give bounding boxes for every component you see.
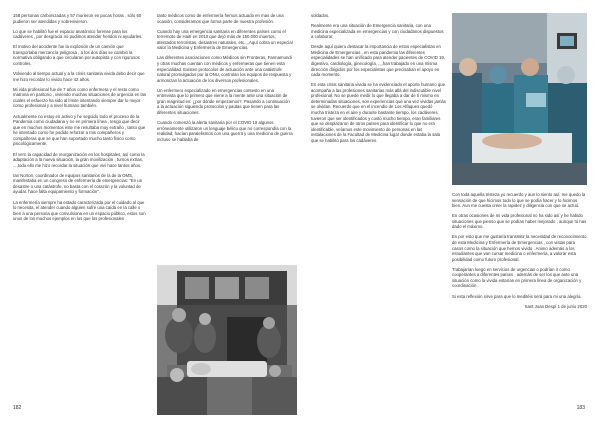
- photo-bus-stretcher: [157, 265, 297, 415]
- signature-line: Sant Joan Despí 1 de junio 2020: [524, 303, 587, 309]
- paragraph: soldados.: [311, 13, 330, 18]
- bus-photo-illustration: [157, 265, 297, 415]
- paragraph: tanto médicos como de enfermería hemos actuado en mas de una ocasión, consideramos que forma parte de nuestra profesión.: [157, 13, 284, 24]
- paragraph: Desde aquí quiero destacar la importancia de estos especialistas en Medicina de Emergencias , en esta pandemia las diferentes especialidades se han unificado para atender pacientes de COVID 19, digestivo, cardiología, ginecología, ,,,,han trabajado en una misma dirección dirigidos por los especialistas que precisaban el apoyo en cada momento.: [311, 44, 446, 78]
- paragraph: En otras ocasiones de mi vida profesional no ha sido así y he habido situaciones que pienso que se podían haber mejorado , aunque tú has dado el máximo.: [452, 213, 587, 230]
- paragraph: Lo que se habilitó fue el espacio anatómico forense para los cadáveres , por desgracia no pudimos atender heridos ni ayudarles.: [13, 28, 143, 40]
- paragraph: Las diferentes asociaciones como Médicos sin Fronteras, Farmamundi y otras muchas cuentan con médicos y enfermeras que tienen esta especialidad. Existen protocolos de actuación ante una catástrofe natural promulgados por la ONU, controlan los equipos de respuesta y armonizan la actuación de los diversos profesionales.: [157, 55, 292, 83]
- paragraph: 158 personas carbonizadas y 57 murieron en pocas horas , sólo 60 pudieron ser atendidas y sobrevivieron.: [13, 13, 142, 24]
- paragraph: El motivo del accidente fue la explosión de un camión que transportaba mercancía peligrosa , a los dos días se cambió la normativa obligando a que circularan por autopista y con rigurosos controles.: [13, 44, 140, 67]
- page-number-right: 183: [576, 405, 585, 411]
- paragraph: Actualmente no estoy en activo y he seguido todo el proceso de la Pandemia como ciudadana y no en primera línea , tengo que decir que en muchos momentos este me resultaba muy extraño , tanto que he intentado como he podido reforzar a mis compañeros y compañeras que se que han soportado mucho tanto físico como psicológicamente.: [13, 113, 146, 147]
- paragraph: Cuando comenzó la alerta sanitaria por el COVID 19 algunos erróneamente utilizaron un lenguaje bélico que no correspondía con la realidad, hacían paralelismos con una guerra y una medicina de guerra incluso se hablaba de: [157, 120, 293, 142]
- paragraph: Volviendo al tiempo actual y a la crisis sanitaria vivida debo decir que me hizo recordar lo vivido hace 42 años.: [13, 71, 145, 82]
- paragraph: Mi vida profesional fue de 7 años como enfermera y el resto como matrona en paritorio , viviendo muchas situaciones de urgencia en las cuales el esfuerzo ha sido al límite intentando siempre dar lo mejor como profesional y a nivel humano también.: [13, 86, 147, 109]
- text-column-2: [157, 13, 293, 147]
- text-column-3: [311, 13, 446, 148]
- paragraph: El vern la capacidad de reorganización en los hospitales, así como la adaptación a la nueva situación, la gran movilización , turnos extras, ...,todo ello me hizo recordar la situación que viví hace tantos años.: [13, 151, 145, 168]
- paragraph: Es por esto que me gustaría transmitir la necesidad de reconocimiento de esta Medicina y Enfermería de Emergencias , con vistas para casos como la situación que hemos vivido . Animo además a los estudiantes que van cursar medicina o enfermería, a valorar esta posibilidad como futuro profesional.: [452, 234, 587, 262]
- paragraph: Un enfermero especializado en emergencias contesto en una entrevista que lo primero que viene a la mente ante una situación de gran magnitud es: ¿por dónde empezamos?. Pasando a continuación a la actuación siguiendo protocolos y pautas que tienen para las diferentes situaciones.: [157, 87, 290, 115]
- photo-medical-team: [452, 13, 587, 185]
- paragraph: En esta crisis sanitaria vivida se ha evidenciado el aporte humano que acompaña a las profesiones sanitarias más allá del indiscutible nivel profesional. No se puede medir lo que llegaba a dar de tí mismo en determinadas situaciones, son experiencias que una vez vividas jamás se olvidan. Recuerdo que en el incendio de Los Alfaques quedó mucha tristeza en el aire y durante bastante tiempo, los cadáveres tuvieron que ser identificados y costó mucho tiempo, eran familiares que se desplazaron de otros países para identificar lo que no era identificable, veíamos este movimiento de personas en las instalaciones de la Facultad de Medicina lugar donde estaba la sala que se habilitó para los cadáveres.: [311, 82, 446, 143]
- paragraph: Realmente era una situación de Emergencia sanitaria, con una medicina especializada en emergencias y con ciudadanos dispuestos a colaborar.: [311, 23, 444, 40]
- paragraph: Con toda aquella tristeza yo recuerdo y aun lo siento así, me quedo la sensación de que hicimos todo lo que se podía hacer y lo hicimos bien. Aun me cuesta creer la rapidez y diligencia con que se actuó.: [452, 192, 586, 209]
- medical-team-photo-illustration: [452, 13, 587, 185]
- text-column-1: [13, 13, 147, 226]
- paragraph: Ian Norton, coordinador de equipos sanitarios de la de la OMS, manifestaba en un congreso de enfermería de emergencias: "En un desastre o una catástrofe, no basta con el corazón y la voluntad de ayudar, hace falta equipamiento y formación".: [13, 172, 143, 195]
- paragraph: Trabajarían luego en servicios de urgencias o podrían ir como cooperantes a diferentes países , además de ser los que ante una situación como la vivida estarían en primera línea de organización y coordinación .: [452, 266, 582, 289]
- paragraph: Cuando hay una emergencia sanitaria en diferentes países como el terremoto de Haití en 2010 que dejó más de 150.000 muertos, atentados terroristas, desastres naturales, etc.,,,Aquí cobra un especial valor la Medicina y Enfermería de Emergencias.: [157, 28, 293, 51]
- text-column-4: [452, 192, 587, 314]
- page-number-left: 182: [13, 405, 22, 411]
- paragraph: Si esta reflexión sirve para que lo meditéis será para mi una alegría.: [452, 293, 582, 299]
- paragraph: La enfermería siempre ha estado caracterizada por el cuidado al que lo necesita, el atender cuando alguien sufre una caída en la calle o bien a una persona que convulsiona en un espacio público, estos son unos de los muchos ejemplos en los que los profesionales: [13, 199, 146, 222]
